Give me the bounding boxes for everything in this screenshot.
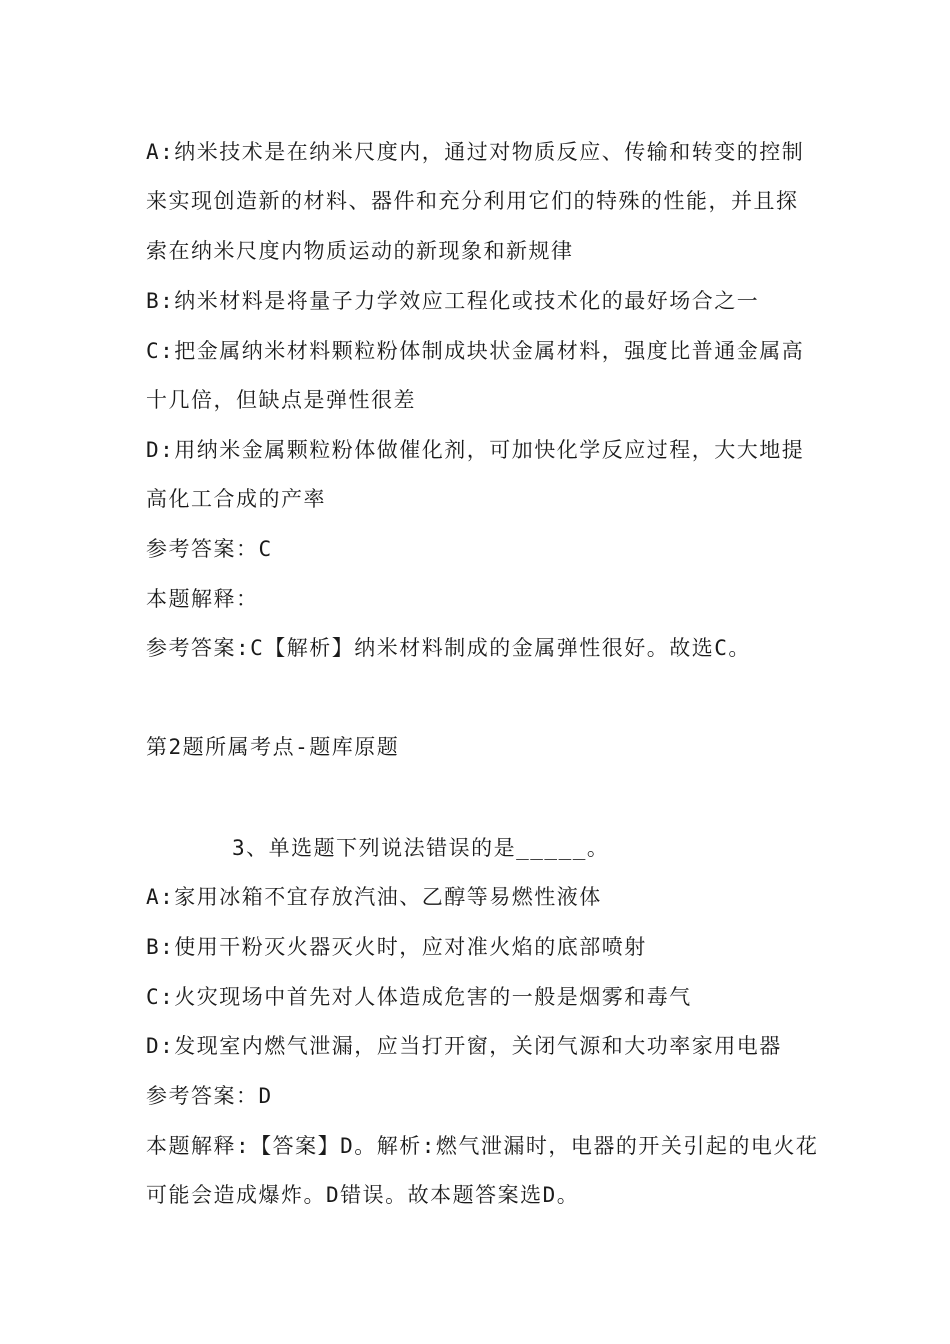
q3-stem: 3、单选题下列说法错误的是_____。 — [232, 836, 610, 860]
q1-answer: 参考答案：C — [146, 537, 273, 561]
q1-option-d-line2: 高化工合成的产率 — [146, 487, 326, 511]
q3-option-b: B:使用干粉灭火器灭火时，应对准火焰的底部喷射 — [146, 935, 647, 959]
q3-option-d: D:发现室内燃气泄漏，应当打开窗，关闭气源和大功率家用电器 — [146, 1034, 782, 1058]
q3-explanation-line1: 本题解释:【答案】D。解析:燃气泄漏时，电器的开关引起的电火花 — [146, 1134, 819, 1158]
q1-option-c-line2: 十几倍，但缺点是弹性很差 — [146, 388, 416, 412]
q1-option-a-line1: A:纳米技术是在纳米尺度内，通过对物质反应、传输和转变的控制 — [146, 140, 805, 164]
q1-option-b: B:纳米材料是将量子力学效应工程化或技术化的最好场合之一 — [146, 289, 760, 313]
q1-option-d-line1: D:用纳米金属颗粒粉体做催化剂，可加快化学反应过程，大大地提 — [146, 438, 805, 462]
q2-topic: 第2题所属考点-题库原题 — [146, 735, 400, 759]
q1-explanation-label: 本题解释： — [146, 587, 259, 611]
q3-option-a: A:家用冰箱不宜存放汽油、乙醇等易燃性液体 — [146, 885, 602, 909]
q1-option-a-line2: 来实现创造新的材料、器件和充分利用它们的特殊的性能，并且探 — [146, 189, 799, 213]
q1-option-c-line1: C:把金属纳米材料颗粒粉体制成块状金属材料，强度比普通金属高 — [146, 339, 805, 363]
q3-answer: 参考答案：D — [146, 1084, 273, 1108]
q3-explanation-line2: 可能会造成爆炸。D错误。故本题答案选D。 — [146, 1183, 580, 1207]
q3-option-c: C:火灾现场中首先对人体造成危害的一般是烟雾和毒气 — [146, 985, 692, 1009]
q1-option-a-line3: 索在纳米尺度内物质运动的新现象和新规律 — [146, 239, 574, 263]
q1-explanation: 参考答案:C【解析】纳米材料制成的金属弹性很好。故选C。 — [146, 636, 751, 660]
